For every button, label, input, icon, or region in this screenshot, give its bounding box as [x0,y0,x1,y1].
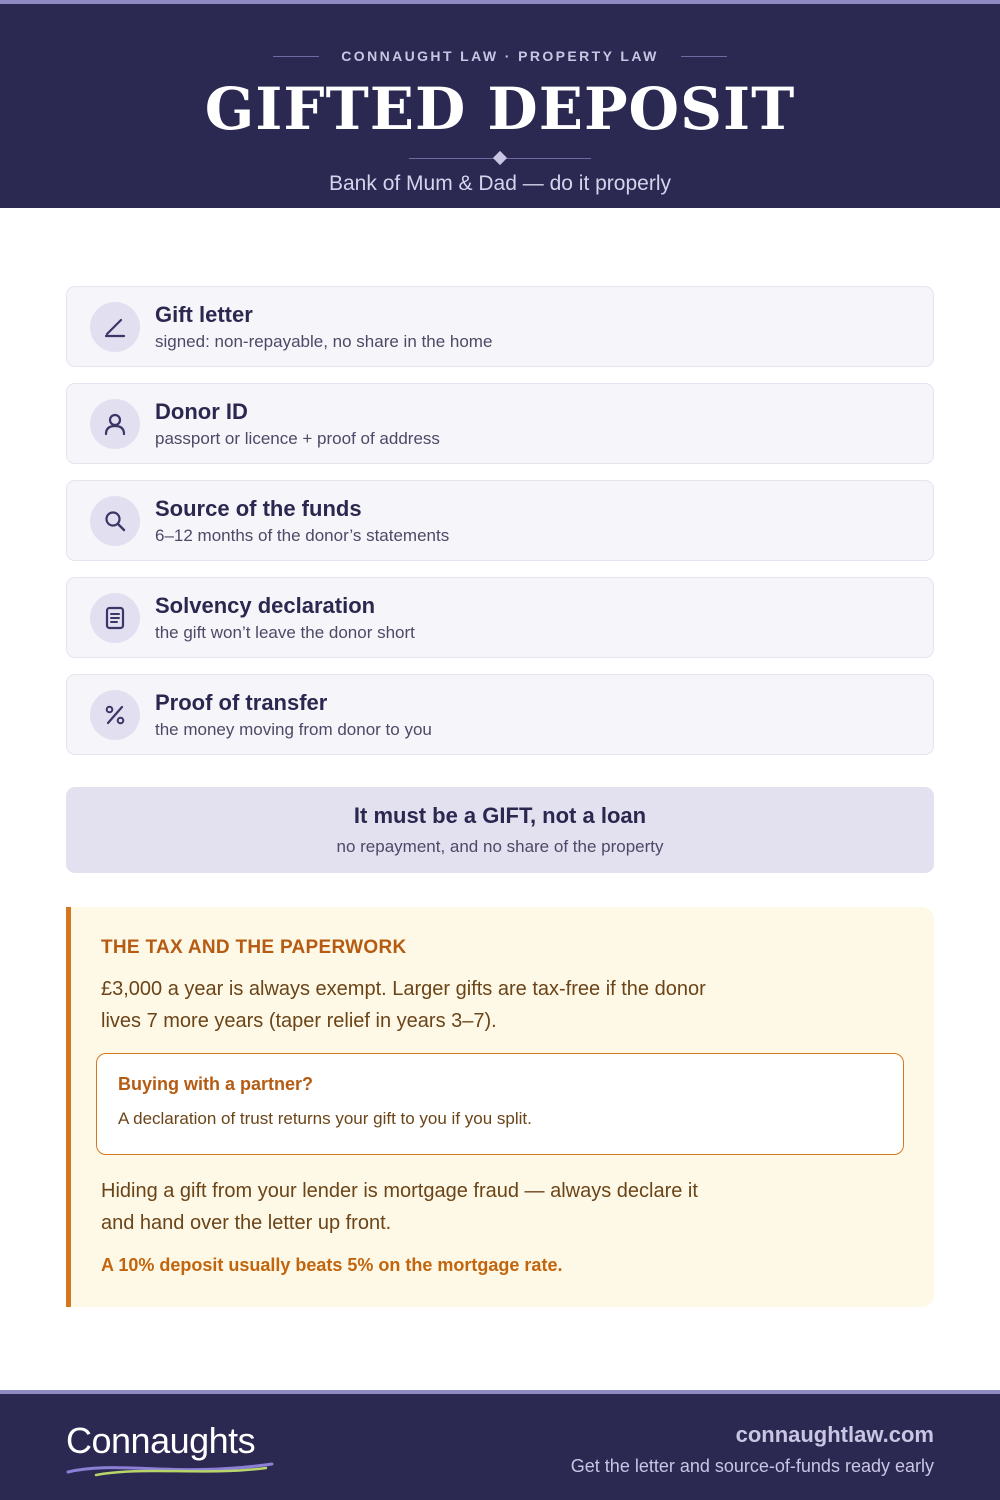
partner-text: A declaration of trust returns your gift to you if you split. [118,1109,532,1128]
logo-swoosh-icon [66,1460,276,1480]
checklist-title: Source of the funds [155,496,362,521]
page-subtitle: Bank of Mum & Dad — do it properly [329,172,671,195]
eyebrow-line-right [681,56,727,57]
percent-icon [90,690,140,740]
checklist-desc: 6–12 months of the donor’s statements [155,526,450,545]
checklist-title: Proof of transfer [155,690,328,715]
callout-title: It must be a GIFT, not a loan [353,803,647,828]
partner-title: Buying with a partner? [118,1074,314,1094]
checklist-title: Donor ID [155,399,248,424]
checklist-item-solvency-declaration [66,577,934,658]
checklist-title: Solvency declaration [155,593,376,618]
checklist-title: Gift letter [155,302,253,327]
tax-paragraph: £3,000 a year is always exempt. Larger gifts are tax-free if the donor lives 7 more years (taper relief in years 3–7). [101,978,706,1032]
tax-paperwork-panel [66,907,934,1307]
header-banner [0,0,1000,208]
document-icon [90,593,140,643]
checklist-item-donor-id [66,383,934,464]
callout-subtitle: no repayment, and no share of the property [336,837,664,856]
divider-diamond [493,151,507,165]
eyebrow-text: CONNAUGHT LAW · PROPERTY LAW [341,48,659,64]
website-link[interactable]: connaughtlaw.com [735,1422,934,1447]
deposit-note: A 10% deposit usually beats 5% on the mortgage rate. [101,1255,563,1275]
search-icon [90,496,140,546]
checklist-item-proof-of-transfer [66,674,934,755]
footer-tagline: Get the letter and source-of-funds ready early [570,1456,934,1476]
logo-text: Connaughts [66,1420,256,1461]
partner-callout [96,1053,904,1155]
fraud-warning: Hiding a gift from your lender is mortgage fraud — always declare it and hand over the letter up front. [101,1180,698,1234]
page-title: GIFTED DEPOSIT [204,75,796,143]
footer-bar [0,1390,1000,1500]
pen-icon [90,302,140,352]
checklist-desc: the money moving from donor to you [155,720,432,739]
tax-heading: THE TAX AND THE PAPERWORK [101,937,407,958]
checklist-item-gift-letter [66,286,934,367]
eyebrow-row [0,48,1000,64]
eyebrow-line-left [273,56,319,57]
checklist-desc: passport or licence + proof of address [155,429,440,448]
gift-not-loan-callout [66,787,934,873]
checklist-desc: signed: non-repayable, no share in the home [155,332,493,351]
brand-logo [66,1420,276,1480]
checklist-item-source-of-funds [66,480,934,561]
person-icon [90,399,140,449]
checklist-desc: the gift won’t leave the donor short [155,623,415,642]
